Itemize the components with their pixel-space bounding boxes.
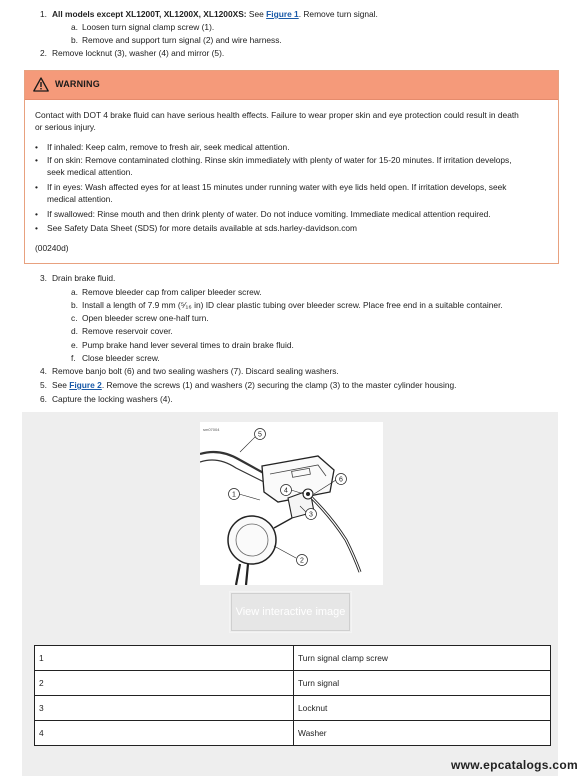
table-cell-description: Turn signal clamp screw — [294, 646, 551, 671]
warning-code: (00240d) — [35, 243, 69, 253]
table-row — [35, 721, 551, 746]
step-3d: d. Remove reservoir cover. — [71, 326, 173, 336]
figure-2-link[interactable]: Figure 2 — [69, 380, 102, 390]
table-cell-description: Turn signal — [294, 671, 551, 696]
brake-master-cylinder-illustration[interactable] — [200, 422, 383, 585]
warning-bullet: • If on skin: Remove contaminated clothing. Rinse skin immediately with plenty of water for 15-20 minutes. If irritation develops, — [35, 155, 512, 165]
warning-bullet: • If in eyes: Wash affected eyes for at least 15 minutes under running water with eye lids held open. If irritation develops, seek — [35, 182, 507, 192]
callout-5: 5 — [258, 431, 262, 439]
figure-code: sm07004 — [203, 427, 220, 432]
watermark: www.epcatalogs.com — [451, 758, 578, 772]
step-3c: c. Open bleeder screw one-half turn. — [71, 313, 209, 323]
warning-triangle-icon — [33, 77, 49, 92]
warning-bullet-cont: seek medical attention. — [47, 167, 133, 177]
step-6: 6. Capture the locking washers (4). — [40, 394, 173, 404]
callout-4: 4 — [284, 487, 288, 495]
warning-intro-cont: or serious injury. — [35, 122, 96, 132]
step-3: 3. Drain brake fluid. — [40, 273, 116, 283]
table-cell-number: 3 — [35, 696, 294, 721]
table-row — [35, 646, 551, 671]
warning-bullet: • If inhaled: Keep calm, remove to fresh air, seek medical attention. — [35, 142, 290, 152]
table-cell-number: 1 — [35, 646, 294, 671]
warning-bullet-cont: medical attention. — [47, 194, 113, 204]
warning-intro: Contact with DOT 4 brake fluid can have serious health effects. Failure to wear proper skin and eye protection could result in death — [35, 110, 519, 120]
step-3e: e. Pump brake hand lever several times to drain brake fluid. — [71, 340, 294, 350]
callout-2: 2 — [300, 557, 304, 565]
step-4: 4. Remove banjo bolt (6) and two sealing washers (7). Discard sealing washers. — [40, 366, 339, 376]
callout-3: 3 — [309, 511, 313, 519]
parts-table — [34, 645, 551, 746]
table-cell-description: Locknut — [294, 696, 551, 721]
step-1: 1. All models except XL1200T, XL1200X, XL1200XS: See Figure 1. Remove turn signal. — [40, 9, 378, 19]
step-1-models: All models except XL1200T, XL1200X, XL1200XS: — [52, 9, 247, 19]
table-row — [35, 671, 551, 696]
step-5: 5. See Figure 2. Remove the screws (1) and washers (2) securing the clamp (3) to the master cylinder housing. — [40, 380, 457, 390]
table-cell-description: Washer — [294, 721, 551, 746]
step-1b: b. Remove and support turn signal (2) and wire harness. — [71, 35, 282, 45]
callout-6: 6 — [339, 476, 343, 484]
warning-bullet: • If swallowed: Rinse mouth and then drink plenty of water. Do not induce vomiting. Immediate medical attention required. — [35, 209, 491, 219]
step-3f: f. Close bleeder screw. — [71, 353, 160, 363]
step-3a: a. Remove bleeder cap from caliper bleeder screw. — [71, 287, 262, 297]
step-1a: a. Loosen turn signal clamp screw (1). — [71, 22, 215, 32]
warning-box — [24, 70, 559, 264]
warning-bullet: • See Safety Data Sheet (SDS) for more details available at sds.harley-davidson.com — [35, 223, 358, 233]
table-cell-number: 4 — [35, 721, 294, 746]
warning-header — [25, 71, 558, 100]
callout-1: 1 — [232, 491, 236, 499]
step-3b: b. Install a length of 7.9 mm (⁵⁄₁₆ in) ID clear plastic tubing over bleeder screw. Place free end in a suitable container. — [71, 300, 503, 310]
table-row — [35, 696, 551, 721]
warning-title: WARNING — [55, 79, 100, 89]
view-interactive-image-button[interactable]: View interactive image — [231, 593, 350, 631]
figure-1-link[interactable]: Figure 1 — [266, 9, 299, 19]
step-2: 2. Remove locknut (3), washer (4) and mirror (5). — [40, 48, 225, 58]
table-cell-number: 2 — [35, 671, 294, 696]
